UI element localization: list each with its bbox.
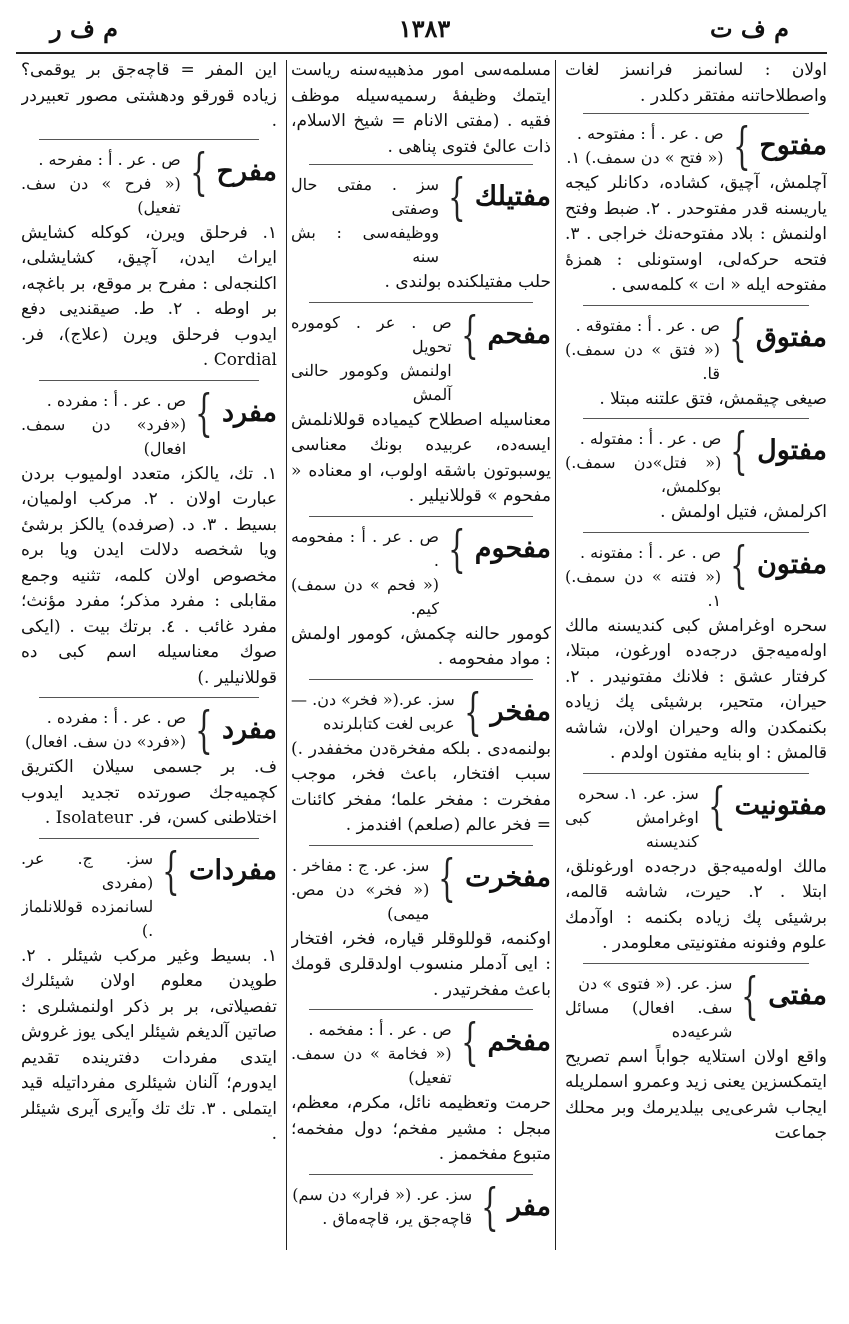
grammar-line: (« فخر» دن مص. ميمی): [291, 879, 430, 923]
grammar-info: [21, 148, 181, 220]
dictionary-entry: [291, 168, 551, 296]
definition-text: اوكنمه، قوللوقلر قياره، فخر، افتخار : ايی آدملر منسوب اولدقلری قومك باعث مفخرتيدر .: [291, 928, 551, 1000]
entry-divider: [309, 302, 533, 303]
grammar-line: اولنمش وكومور حالنی آلمش: [291, 360, 452, 404]
grammar-line: ص . عر . أ : مفرده .: [46, 708, 187, 727]
entry-heading-row: [21, 701, 277, 759]
running-head-left: م ف ر: [50, 14, 119, 43]
continued-text: اولان : لسانمز فرانسز لغات واصطلاحاتنه مفتقر دكلدر .: [565, 60, 827, 106]
entry-heading-row: [565, 776, 827, 854]
brace-mark: }: [732, 117, 751, 175]
dictionary-entry: [565, 117, 827, 299]
brace-mark: }: [741, 966, 760, 1025]
headword: مفخم: [487, 1026, 551, 1057]
headword: مفتول: [757, 435, 827, 466]
grammar-info: [291, 173, 439, 269]
entry-divider: [583, 773, 809, 774]
dictionary-entry: [565, 422, 827, 526]
brace-mark: }: [730, 422, 748, 480]
grammar-info: [565, 782, 699, 854]
entry-divider: [309, 845, 533, 846]
grammar-info: [565, 972, 732, 1044]
dictionary-entry: [291, 519, 551, 673]
entry-heading-row: [291, 168, 551, 269]
brace-mark: }: [460, 1013, 479, 1071]
grammar-line: سز. عر.(« فخر» دن. —: [291, 689, 455, 709]
headword: مفتيلك: [474, 181, 551, 212]
grammar-line: («فرد» دن سمف. افعال): [21, 414, 187, 458]
grammar-line: ص . عر . أ : مفتوحه .: [576, 124, 724, 143]
dictionary-entry: [565, 308, 827, 413]
column-middle: [291, 58, 551, 1248]
headword: مفردات: [189, 854, 277, 886]
entry-divider: [39, 380, 259, 381]
continued-text: اين المفر = قاچه‌جق بر يوقمی؟ زياده قورقو ودهشتی مصور تعبيردر .: [21, 60, 277, 131]
entry-heading-row: [21, 841, 277, 943]
running-head-right: م ف ت: [709, 14, 789, 43]
entry-divider: [309, 516, 533, 517]
entry-divider: [583, 532, 809, 533]
grammar-line: ص . عر . أ : مفتونه .: [579, 542, 722, 562]
dictionary-entry: [291, 682, 551, 839]
grammar-line: سز. عر. ١. سحره: [578, 783, 699, 803]
entry-heading-row: [291, 305, 551, 407]
grammar-info: [291, 688, 455, 736]
column-separator: [555, 60, 556, 1250]
entry-divider: [309, 679, 533, 680]
brace-mark: }: [460, 305, 479, 364]
entry-heading-row: [565, 308, 827, 386]
dictionary-entry: [21, 841, 277, 1148]
dictionary-entry: [565, 966, 827, 1147]
headword: مفتوح: [759, 130, 827, 161]
grammar-line: سف. افعال) مسائل شرعيه‌ده: [565, 997, 733, 1041]
headword: مفر: [507, 1190, 551, 1222]
brace-mark: }: [162, 841, 180, 900]
page-number: ١٣٨٣: [398, 14, 451, 43]
dictionary-entry: [291, 1177, 551, 1236]
entry-heading-row: [291, 519, 551, 621]
definition-text: اكرلمش، فتيل اولمش .: [660, 502, 827, 522]
definition-text: حلب مفتيلكنده بولندی .: [384, 272, 551, 292]
grammar-line: سز. عر. (« فتوی » دن: [578, 973, 733, 993]
entry-divider: [39, 139, 259, 140]
grammar-line: ووظيفه‌سی : بش سنه: [291, 223, 440, 266]
entry-heading-row: [21, 383, 277, 461]
column-right: [565, 58, 827, 1248]
grammar-info: [21, 389, 186, 461]
grammar-line: سز. ج. عر. (مفردی: [21, 848, 154, 892]
dictionary-entry: [291, 305, 551, 510]
grammar-info: [565, 541, 721, 613]
entry-heading-row: [565, 535, 827, 613]
definition-text: كومور حالنه چكمش، كومور اولمش : مواد مفحومه .: [291, 623, 551, 669]
headword: مفتونيت: [734, 789, 827, 821]
grammar-line: ص . عر . كوموره تحويل: [291, 312, 452, 356]
entry-divider: [309, 164, 533, 165]
entry-heading-row: [291, 682, 551, 741]
definition-text: حرمت وتعظيمه نائل، مكرم، معظم، مبجل : مشير مفخم؛ دول مفخمه؛ متبوع مفخممز .: [291, 1093, 551, 1164]
entry-divider: [39, 697, 259, 698]
brace-mark: }: [729, 308, 747, 367]
definition-text: بولنمه‌دی . بلكه مفخرةدن مخففدر .) سبب افتخار، باعث فخر، موجب مفخرت : مفخر علما؛ مفخر كائنات = فخر عالم (صلعم) افندمز .: [291, 738, 551, 835]
entry-divider: [39, 838, 259, 839]
grammar-line: ص . عر . أ : مفحومه .: [291, 526, 439, 570]
grammar-line: ص . عر . أ : مفرده .: [46, 390, 187, 410]
definition-text: مالك اوله‌ميه‌جق درجه‌ده اورغونلق، ابتلا . ٢. حيرت، شاشه قالمه، برشيئی پك زياده بكنمه : اوآدمك علوم وفنونه مفتونيتی معلومدر .: [565, 856, 827, 953]
grammar-info: [565, 122, 724, 170]
entry-heading-row: [565, 966, 827, 1044]
headword: مفتی: [768, 979, 827, 1011]
entry-divider: [583, 113, 809, 114]
headword: مفخر: [490, 695, 551, 727]
grammar-line: (« فتل»دن سمف.) بوكلمش،: [565, 453, 722, 496]
grammar-line: اوغرامش كبی كنديسنه: [565, 807, 699, 851]
brace-mark: }: [195, 701, 213, 759]
grammar-line: عربی لغت كتابلرنده: [322, 713, 455, 733]
headword: مفتون: [756, 548, 827, 580]
brace-mark: }: [438, 848, 456, 907]
dictionary-entry: [565, 535, 827, 767]
grammar-line: (« فتق » دن سمف.) قا.: [565, 339, 721, 383]
dictionary-entry: [291, 1013, 551, 1168]
brace-mark: }: [481, 1177, 499, 1236]
grammar-line: ص . عر . أ : مفخمه .: [308, 1020, 452, 1039]
brace-mark: }: [448, 168, 466, 226]
header-rule: [16, 52, 827, 54]
entry-heading-row: [291, 1177, 551, 1236]
headword: مفرد: [221, 714, 277, 745]
grammar-line: (« فرح » دن سف. تفعيل): [21, 173, 181, 217]
grammar-line: (« فتنه » دن سمف.) ١.: [565, 566, 722, 610]
headword: مفرد: [221, 396, 277, 428]
entry-heading-row: [565, 422, 827, 499]
grammar-line: («فرد» دن سف. افعال): [24, 732, 187, 751]
headword: مفتوق: [755, 321, 827, 353]
grammar-line: ص . عر . أ : مفتوقه .: [575, 315, 721, 335]
grammar-info: [21, 847, 153, 943]
headword: مفرح: [216, 155, 277, 187]
grammar-info: [291, 1018, 452, 1090]
brace-mark: }: [189, 142, 208, 201]
column-left: [21, 58, 277, 1248]
entry-divider: [309, 1174, 533, 1175]
grammar-line: قاچه‌جق ير، قاچه‌ماق .: [322, 1208, 473, 1228]
grammar-info: [21, 706, 186, 754]
definition-text: معناسيله اصطلاح كيمياده قوللانلمش ايسه‌ده، عربيده بونك معناسی يوسبوتون باشقه اولوب، او معناده « مفحوم » قوللانيلير .: [291, 409, 551, 506]
brace-mark: }: [448, 519, 466, 578]
headword: مفخرت: [465, 861, 551, 893]
definition-text: ١. تك، يالكز، متعدد اولميوب بردن عبارت اولان . ٢. مركب اولميان، بسيط . ٣. د. (صرفده) يالكز برشیٔ ويا شخصه دلالت ايدن ويا بره مخصوص اولان كلمه، تثنيه وجمع مقابلی : مفرد مذكر؛ مفرد مؤنث؛ مفرد غائب . ٤. برتك بيت . (ايكی صوك معناسيله اسم كبی ده قوللانيلير .): [21, 463, 277, 688]
grammar-line: لسانمزده قوللانلماز .): [21, 896, 154, 940]
grammar-line: سز. عر. ج : مفاخر .: [292, 855, 430, 875]
entry-divider: [583, 418, 809, 419]
entry-heading-row: [565, 117, 827, 175]
entry-heading-row: [291, 1013, 551, 1090]
definition-text: آچلمش، آچيق، كشاده، دكانلر كيجه ياريسنه قدر مفتوحدر . ٢. ضبط وفتح اولنمش : بلاد مفتوحه‌نك خراجی . ٣. فتحه حركه‌لی، اوستونلی : همزهٔ مفتوحه ايله « ات » كلمه‌سی .: [565, 173, 827, 295]
entry-heading-row: [291, 848, 551, 926]
definition-text: واقع اولان استلايه جواباً اسم تصريح ايتمكسزين يعنی زيد وعمرو اسملريله ايجاب شرعی‌يی بيلديرمك وبر محلك جماعت: [565, 1046, 827, 1143]
headword: مفحوم: [474, 532, 551, 564]
brace-mark: }: [195, 383, 213, 442]
grammar-info: [291, 311, 452, 407]
grammar-line: (« فخامة » دن سمف. تفعيل): [291, 1044, 452, 1087]
definition-text: سحره اوغرامش كبی كنديسنه مالك اوله‌ميه‌جق درجه‌ده اورغون، مبتلا، كرفتار عشق : فلانك مفتونيدر . ٢. حيران، متحير، برشيئی پك زياده بكنمكدن واله وحيران اولان، شاشه قالمش : او بنايه مفتون اولدم .: [565, 615, 827, 763]
grammar-line: (« فحم » دن سمف) كيم.: [291, 574, 439, 618]
grammar-line: سز. عر. (« فرار» دن سم): [292, 1184, 473, 1204]
definition-text: ف. بر جسمی سيلان الكتريق كچميه‌جك صورتده تجديد ايدوب اختلاطنی كسن، فر. Isolateur .: [21, 757, 277, 828]
entry-heading-row: [21, 142, 277, 220]
dictionary-entry: [565, 776, 827, 957]
grammar-line: ص . عر . أ : مفتوله .: [579, 429, 722, 448]
grammar-info: [565, 427, 721, 499]
entry-divider: [309, 1009, 533, 1010]
definition-text: ١. فرحلق ويرن، كوكله كشايش ايراث ايدن، آچيق، كشايشلی، اكلنجه‌لی : مفرح بر موقع، بر باغچه، بر اوطه . ٢. ط. صيقنديی دفع ايدوب فرحلق ويرن (علاج)، فر. Cordial .: [21, 222, 277, 370]
brace-mark: }: [707, 776, 726, 835]
grammar-info: [291, 525, 439, 621]
dictionary-entry: [291, 848, 551, 1004]
grammar-line: سز . مفتی حال وصفتی: [291, 175, 440, 218]
brace-mark: }: [463, 682, 482, 741]
grammar-line: (« فتح » دن سمف.) ١.: [566, 148, 724, 167]
definition-text: صيغی چيقمش، فتق علتنه مبتلا .: [599, 388, 827, 409]
dictionary-entry: [21, 383, 277, 692]
entry-divider: [583, 963, 809, 964]
dictionary-entry: [21, 701, 277, 832]
headword: مفحم: [487, 318, 551, 350]
grammar-info: [291, 1183, 472, 1231]
grammar-info: [565, 314, 720, 386]
dictionary-entry: [21, 142, 277, 374]
entry-divider: [583, 305, 809, 306]
continued-text: مسلمه‌سی امور مذهبيه‌سنه رياست ايتمك وظيفهٔ رسميه‌سيله موظف فقيه . (مفتی الانام = شيخ الاسلام، ذات عالیٔ فتوی پناهی .: [291, 60, 551, 157]
definition-text: ١. بسيط وغير مركب شيئلر . ٢. طوپدن معلوم اولان شيئلرك تفصيلاتی، بر بر ذكر اولنمشلری : صاتين آلديغم شيئلر ايكی يوز غروش ايتدی مفردات دفترينده تقديم ايدورم؛ آلنان شيئلری مفرداتيله قيد ايتملی . ٣. تك تك وآيری آيری شيئلر .: [21, 945, 277, 1144]
grammar-info: [291, 854, 429, 926]
grammar-line: ص . عر . أ : مفرحه .: [38, 149, 181, 169]
column-separator: [286, 60, 287, 1250]
brace-mark: }: [730, 535, 748, 594]
